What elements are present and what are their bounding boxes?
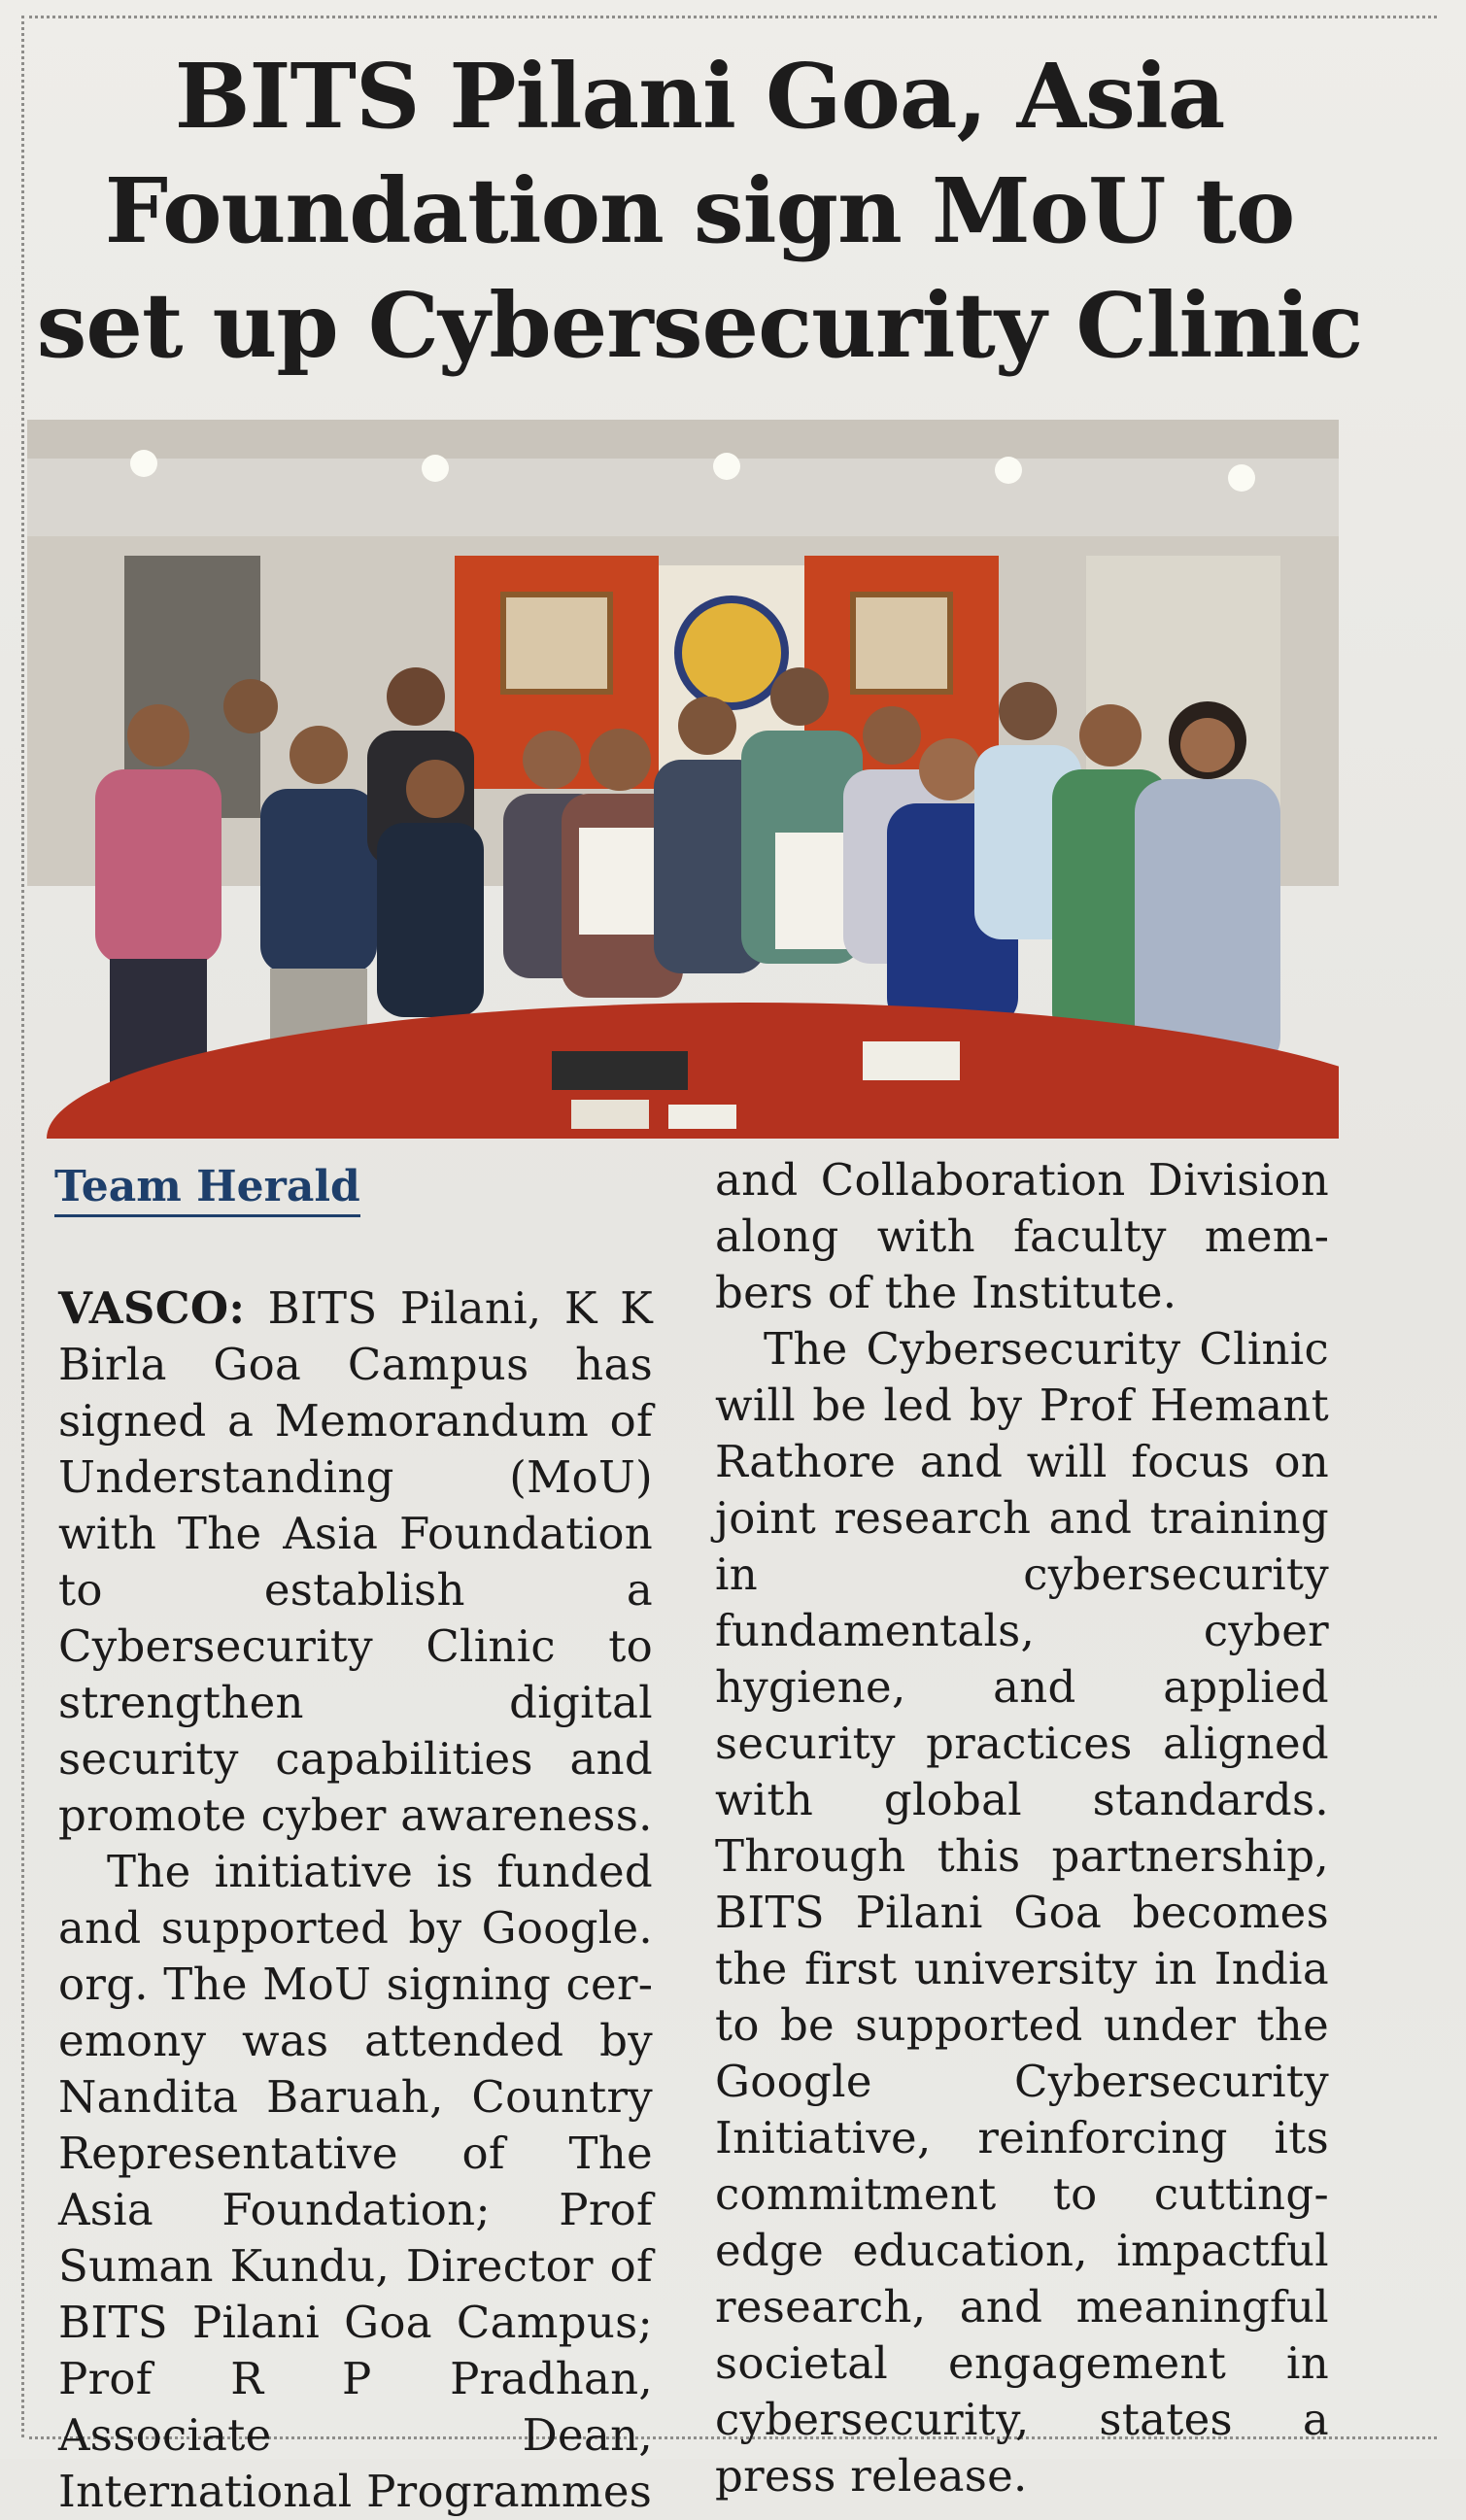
article-column-left: [58, 1280, 653, 2520]
article-column-right: [715, 1152, 1329, 2504]
headline: BITS Pilani Goa, Asia Foundation sign MoU to set up Cybersecurity Clinic: [36, 44, 1363, 378]
group-photo: [27, 420, 1339, 1139]
group-photo-illustration: [27, 420, 1339, 1139]
byline: Team Herald: [54, 1162, 360, 1217]
article-paragraph-2: The initiative is funded and supported by Google. org. The MoU signing ceremony was attended by Nandita Baruah, Country Representative of The Asia Foundation; Prof Suman Kundu, Director of BITS Pilani Goa Campus; Prof R P Pradhan, Associate Dean, International Programmes: [58, 1846, 653, 2517]
dotted-border-left: [21, 16, 24, 2437]
article-paragraph-2-continued: and Collaboration Division along with faculty members of the Institute.: [715, 1154, 1329, 1318]
dotted-border-top: [29, 16, 1437, 18]
article-paragraph-1: [58, 1280, 653, 1844]
dateline: VASCO:: [58, 1282, 246, 1334]
article-paragraph-3: The Cybersecurity Clinic will be led by Prof Hemant Rathore and will focus on joint research and training in cybersecurity fundamentals, cyber hygiene, and applied security practices aligned with global standards. Through this partnership, BITS Pilani Goa becomes the first university in India to be supported under the Google Cybersecurity Initiative, reinforcing its commitment to cutting-edge education, impactful research, and meaningful societal engagement in cybersecurity, states a press release.: [715, 1323, 1329, 2502]
paragraph-1-text: BITS Pilani, K K Birla Goa Campus has signed a Memorandum of Understanding (MoU) with The Asia Foundation to establish a Cybersecurity Clinic to strengthen digital security capabilities and promote cyber awareness.: [58, 1282, 653, 1841]
